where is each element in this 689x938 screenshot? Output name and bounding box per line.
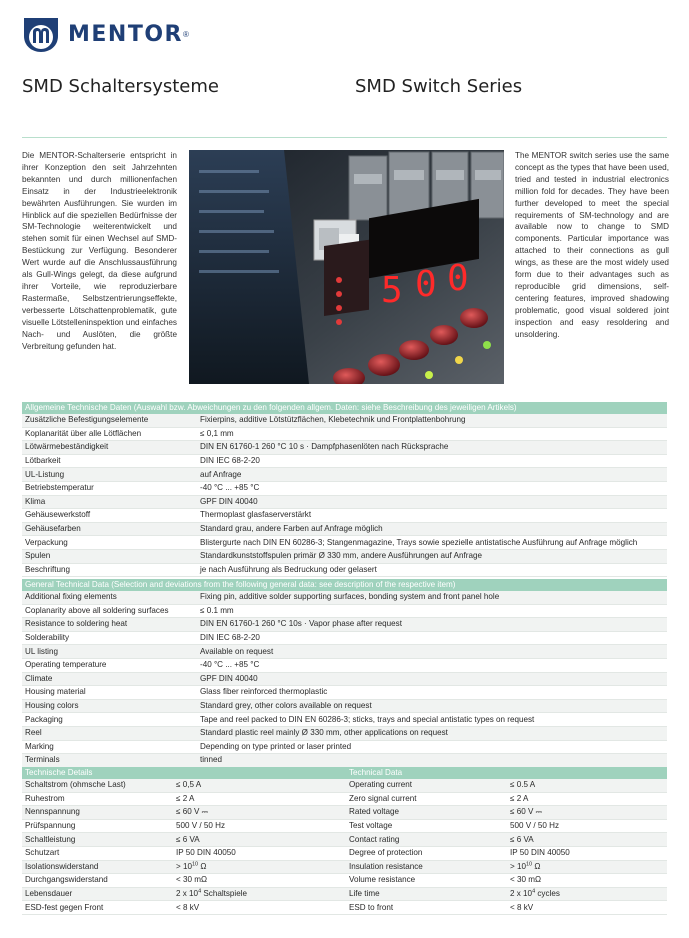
table-row: Resistance to soldering heat DIN EN 61760-1 260 °C 10s · Vapor phase after request (22, 618, 667, 632)
table-row: Ruhestrom ≤ 2 A Zero signal current ≤ 2 A (22, 792, 667, 806)
table-header-german: Technische Details (22, 767, 346, 779)
table-general-data-german (22, 402, 667, 577)
table-row: Koplanarität über alle Lötflächen ≤ 0,1 mm (22, 427, 667, 441)
table-row: Schaltstrom (ohmsche Last) ≤ 0,5 A Operating current ≤ 0.5 A (22, 779, 667, 792)
table-row: Coplanarity above all soldering surfaces ≤ 0.1 mm (22, 604, 667, 618)
table-row: Marking Depending on type printed or laser printed (22, 740, 667, 754)
table-general-data-english (22, 579, 667, 768)
title-german: SMD Schaltersysteme (22, 76, 219, 97)
table-row: Gehäusefarben Standard grau, andere Farben auf Anfrage möglich (22, 522, 667, 536)
header-divider (22, 137, 667, 138)
table-row: Lebensdauer 2 x $10^4$ Schaltspiele Life time 2 x $10^4$ cycles (22, 887, 667, 901)
table-row: Operating temperature -40 °C ... +85 °C (22, 658, 667, 672)
brand-name: MENTOR (68, 21, 183, 47)
table-row: Schutzart IP 50 DIN 40050 Degree of protection IP 50 DIN 40050 (22, 846, 667, 860)
table-row: Reel Standard plastic reel mainly Ø 330 mm, other applications on request (22, 726, 667, 740)
table-row: Spulen Standardkunststoffspulen primär Ø 330 mm, andere Ausführungen auf Anfrage (22, 549, 667, 563)
table-row: Nennspannung ≤ 60 V ⎓ Rated voltage ≤ 60 V ⎓ (22, 806, 667, 820)
display-digit-3: 0 (447, 258, 469, 299)
intro-german: Die MENTOR-Schalterserie entspricht in ihrer Konzeption den seit Jahrzehnten bekannten und durch millionenfachen Einsatz in der Industrieelektronik bewährten Ausführungen. Sie wurden im Hinblick auf die speziellen Bedürfnisse der SM-Technologie weiterentwickelt und stehen somit für einen Wechsel auf SMD-Bestückung zur Verfügung. Besonderer Wert wurde auf die Anschlussausführung als Gull-Wings gelegt, da diese aufgrund ihrer Vorteile, wie reproduzierbare Rastermaße, Selbstzentrierungseffekte, verbesserte Lötschattenproblematik, gute visuelle Lötstelleninspektion und einfaches Nach- und Auslöten, die größte Verbreitung gefunden hat. (22, 151, 177, 351)
table-row: Durchgangswiderstand < 30 mΩ Volume resistance < 30 mΩ (22, 874, 667, 888)
product-photo (189, 150, 504, 384)
table-row: Klima GPF DIN 40040 (22, 495, 667, 509)
table-row: UL-Listung auf Anfrage (22, 468, 667, 482)
table-row: Isolationswiderstand > $10^{10}$ Ω Insulation resistance > $10^{10}$ Ω (22, 860, 667, 874)
table-row: Additional fixing elements Fixing pin, additive solder supporting surfaces, bonding system and front panel hole (22, 591, 667, 604)
table-row: Gehäusewerkstoff Thermoplast glasfaserverstärkt (22, 509, 667, 523)
table-row: Verpackung Blistergurte nach DIN EN 60286-3; Stangenmagazine, Trays sowie spezielle antistatische Ausführung auf Anfrage möglich (22, 536, 667, 550)
table-row: Solderability DIN IEC 68-2-20 (22, 631, 667, 645)
brand-registered-mark: ® (182, 29, 189, 39)
table-row: UL listing Available on request (22, 645, 667, 659)
title-english: SMD Switch Series (355, 76, 523, 97)
table-row: Lötbarkeit DIN IEC 68-2-20 (22, 454, 667, 468)
table-row: Climate GPF DIN 40040 (22, 672, 667, 686)
intro-english: The MENTOR switch series use the same concept as the types that have been used, tried and tested in industrial electronics million fold for decades. They have been further developed to meet the special requirements of SM-technology and are available now to change to SMD components. Particular importance was attached to their connections as gull wings, as these are the most widely used form due to their advantages such as reproducible grid dimensions, self-centering features, improved shadowing problematic, good visual soldered joint inspection and easy resoldering and unsoldering. (515, 151, 669, 339)
table-technical-details (22, 767, 667, 915)
table-row: Zusätzliche Befestigungselemente Fixierpins, additive Lötstützflächen, Klebetechnik und Frontplattenbohrung (22, 414, 667, 427)
display-digit-1: 5 (381, 270, 403, 311)
table-row: Housing colors Standard grey, other colors available on request (22, 699, 667, 713)
table-row: Beschriftung je nach Ausführung als Bedruckung oder gelasert (22, 563, 667, 577)
table-header-english: Technical Data (346, 767, 667, 779)
table-row: Terminals tinned (22, 754, 667, 768)
table-row: Betriebstemperatur -40 °C ... +85 °C (22, 481, 667, 495)
table-row: Lötwärmebeständigkeit DIN EN 61760-1 260 °C 10 s · Dampfphasenlöten nach Rücksprache (22, 441, 667, 455)
table-header: General Technical Data (Selection and deviations from the following general data: see description of the respective item) (22, 579, 667, 591)
display-digit-2: 0 (415, 264, 437, 305)
table-row: Housing material Glass fiber reinforced thermoplastic (22, 686, 667, 700)
mentor-logo-icon (22, 14, 60, 54)
mentor-logo (22, 14, 189, 54)
table-row: Schaltleistung ≤ 6 VA Contact rating ≤ 6 VA (22, 833, 667, 847)
table-row: Packaging Tape and reel packed to DIN EN 60286-3; sticks, trays and special antistatic types on request (22, 713, 667, 727)
table-row: Prüfspannung 500 V / 50 Hz Test voltage 500 V / 50 Hz (22, 819, 667, 833)
table-header: Allgemeine Technische Daten (Auswahl bzw. Abweichungen zu den folgenden allgem. Daten: siehe Beschreibung des jeweiligen Artikels) (22, 402, 667, 414)
table-row: ESD-fest gegen Front < 8 kV ESD to front < 8 kV (22, 901, 667, 915)
